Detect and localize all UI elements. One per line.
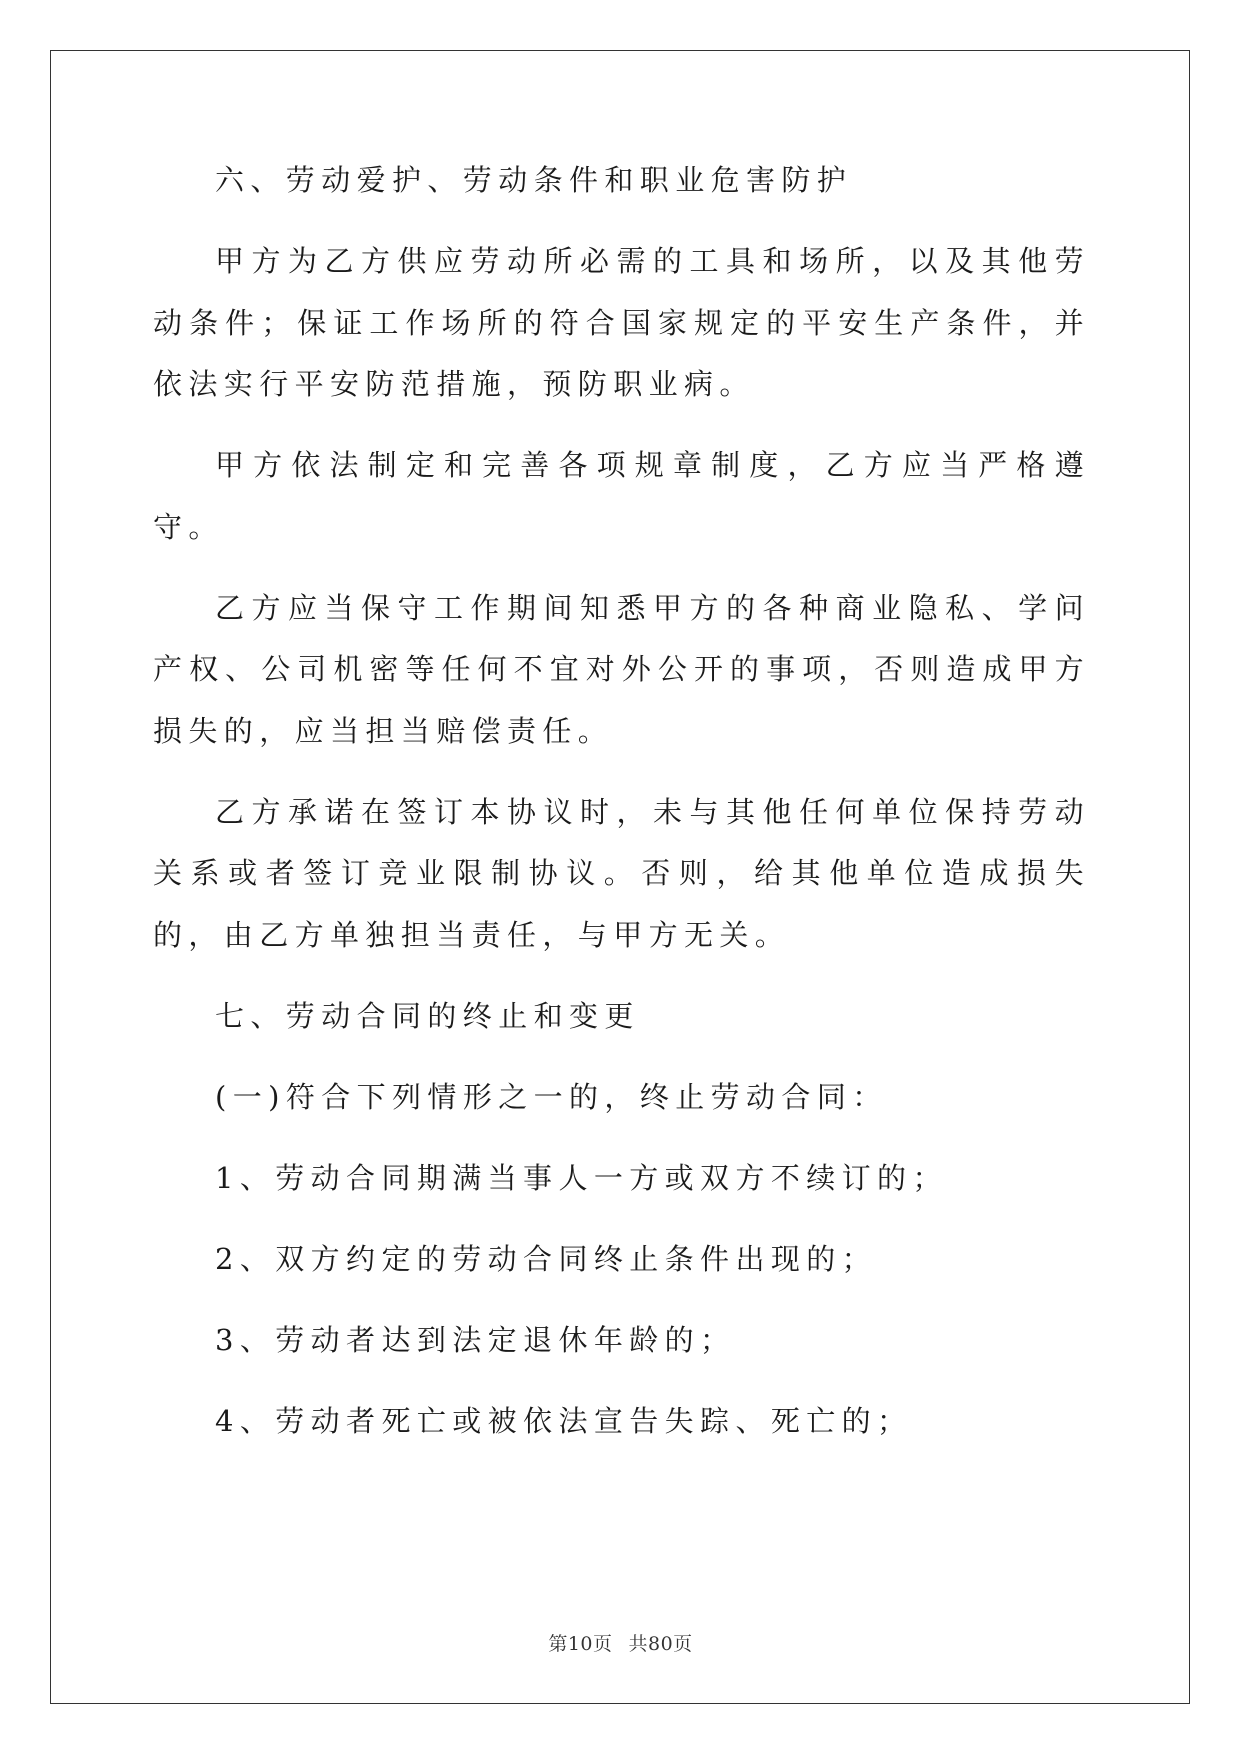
- list-item: 4、劳动者死亡或被依法宣告失踪、死亡的；: [215, 1403, 913, 1438]
- document-body: [153, 150, 1090, 1472]
- paragraph: 乙方应当保守工作期间知悉甲方的各种商业隐私、学问产权、公司机密等任何不宜对外公开的事项，否则造成甲方损失的，应当担当赔偿责任。: [153, 590, 1090, 748]
- paragraph: 甲方为乙方供应劳动所必需的工具和场所，以及其他劳动条件；保证工作场所的符合国家规定的平安生产条件，并依法实行平安防范措施，预防职业病。: [153, 244, 1090, 401]
- list-item: 3、劳动者达到法定退休年龄的；: [215, 1322, 736, 1357]
- section-heading-7: 七、劳动合同的终止和变更: [215, 998, 640, 1033]
- list-item: 2、双方约定的劳动合同终止条件出现的；: [215, 1241, 878, 1276]
- list-item: 1、劳动合同期满当事人一方或双方不续订的；: [215, 1160, 948, 1195]
- section-heading-6: 六、劳动爱护、劳动条件和职业危害防护: [215, 163, 853, 197]
- subsection-heading: (一)符合下列情形之一的，终止劳动合同：: [215, 1079, 888, 1114]
- paragraph: 甲方依法制定和完善各项规章制度，乙方应当严格遵守。: [153, 448, 1090, 544]
- paragraph: 乙方承诺在签订本协议时，未与其他任何单位保持劳动关系或者签订竞业限制协议。否则，给其他单位造成损失的，由乙方单独担当责任，与甲方无关。: [153, 794, 1090, 952]
- page-number: 第10页: [548, 1633, 613, 1655]
- page-total: 共80页: [628, 1633, 693, 1655]
- page-footer: [0, 1629, 1241, 1656]
